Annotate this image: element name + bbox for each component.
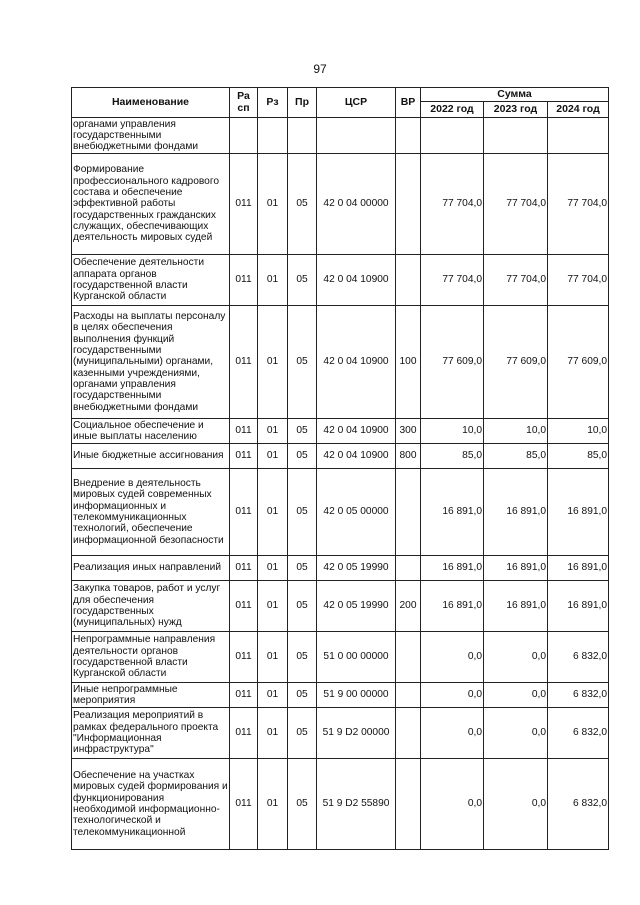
cell-vr bbox=[396, 154, 421, 255]
cell-rz: 01 bbox=[258, 306, 288, 419]
cell-rasp: 011 bbox=[230, 683, 258, 708]
cell-pr: 05 bbox=[288, 556, 317, 581]
header-rz: Рз bbox=[258, 88, 288, 118]
cell-pr: 05 bbox=[288, 708, 317, 759]
table-row bbox=[72, 581, 609, 632]
cell-pr: 05 bbox=[288, 581, 317, 632]
table-row bbox=[72, 444, 609, 469]
cell-name: Формирование профессионального кадрового состава и обеспечение эффективной работы государственных гражданских служащих, обеспечивающих деятельность мировых судей bbox=[72, 154, 230, 255]
header-rasp: Ра сп bbox=[230, 88, 258, 118]
header-2023: 2023 год bbox=[484, 102, 548, 118]
cell-vr: 300 bbox=[396, 419, 421, 444]
table-row bbox=[72, 632, 609, 683]
cell-csr: 51 9 00 00000 bbox=[317, 683, 396, 708]
header-name: Наименование bbox=[72, 88, 230, 118]
cell-pr: 05 bbox=[288, 683, 317, 708]
cell-rz: 01 bbox=[258, 759, 288, 850]
cell-rz: 01 bbox=[258, 708, 288, 759]
cell-vr bbox=[396, 556, 421, 581]
cell-vr bbox=[396, 759, 421, 850]
cell-vr bbox=[396, 118, 421, 154]
budget-table bbox=[71, 87, 609, 850]
cell-name: Расходы на выплаты персоналу в целях обеспечения выполнения функций государственными (муниципальными) органами, казенными учреждениями, органами управления государственными внебюджетными фондами bbox=[72, 306, 230, 419]
table-header bbox=[72, 88, 609, 118]
table-row bbox=[72, 683, 609, 708]
header-csr: ЦСР bbox=[317, 88, 396, 118]
cell-y2023: 0,0 bbox=[484, 708, 548, 759]
cell-csr: 42 0 05 19990 bbox=[317, 556, 396, 581]
cell-y2023 bbox=[484, 118, 548, 154]
cell-y2022: 16 891,0 bbox=[421, 556, 484, 581]
cell-y2022: 85,0 bbox=[421, 444, 484, 469]
header-sum: Сумма bbox=[421, 88, 609, 102]
cell-rz: 01 bbox=[258, 683, 288, 708]
cell-name: Непрограммные направления деятельности органов государственной власти Курганской области bbox=[72, 632, 230, 683]
cell-name: Внедрение в деятельность мировых судей современных информационных и телекоммуникационных технологий, обеспечение информационной безопасности bbox=[72, 469, 230, 556]
cell-vr: 200 bbox=[396, 581, 421, 632]
cell-y2024: 16 891,0 bbox=[548, 469, 609, 556]
cell-csr: 42 0 04 00000 bbox=[317, 154, 396, 255]
cell-pr: 05 bbox=[288, 469, 317, 556]
cell-y2022: 16 891,0 bbox=[421, 581, 484, 632]
cell-rasp: 011 bbox=[230, 469, 258, 556]
cell-pr: 05 bbox=[288, 154, 317, 255]
table-row bbox=[72, 556, 609, 581]
cell-vr bbox=[396, 469, 421, 556]
cell-vr: 800 bbox=[396, 444, 421, 469]
cell-rz: 01 bbox=[258, 581, 288, 632]
cell-y2023: 0,0 bbox=[484, 683, 548, 708]
cell-rasp: 011 bbox=[230, 581, 258, 632]
cell-y2023: 77 704,0 bbox=[484, 255, 548, 306]
table-row bbox=[72, 469, 609, 556]
cell-pr: 05 bbox=[288, 759, 317, 850]
cell-y2023: 16 891,0 bbox=[484, 469, 548, 556]
header-2024: 2024 год bbox=[548, 102, 609, 118]
cell-y2024: 77 704,0 bbox=[548, 255, 609, 306]
cell-y2022: 16 891,0 bbox=[421, 469, 484, 556]
table-body bbox=[72, 118, 609, 850]
cell-rasp: 011 bbox=[230, 708, 258, 759]
cell-rz: 01 bbox=[258, 556, 288, 581]
cell-rasp: 011 bbox=[230, 154, 258, 255]
cell-rz bbox=[258, 118, 288, 154]
table-row bbox=[72, 255, 609, 306]
cell-name: Иные непрограммные мероприятия bbox=[72, 683, 230, 708]
table-row bbox=[72, 118, 609, 154]
cell-y2024: 85,0 bbox=[548, 444, 609, 469]
cell-name: органами управления государственными внебюджетными фондами bbox=[72, 118, 230, 154]
cell-y2022: 10,0 bbox=[421, 419, 484, 444]
cell-y2023: 10,0 bbox=[484, 419, 548, 444]
cell-rasp: 011 bbox=[230, 419, 258, 444]
cell-y2022: 0,0 bbox=[421, 632, 484, 683]
table-row bbox=[72, 759, 609, 850]
cell-vr bbox=[396, 683, 421, 708]
cell-csr: 42 0 04 10900 bbox=[317, 255, 396, 306]
cell-y2024: 16 891,0 bbox=[548, 556, 609, 581]
table-row bbox=[72, 419, 609, 444]
cell-y2023: 16 891,0 bbox=[484, 556, 548, 581]
cell-rz: 01 bbox=[258, 469, 288, 556]
cell-y2023: 77 609,0 bbox=[484, 306, 548, 419]
cell-rz: 01 bbox=[258, 154, 288, 255]
cell-y2024: 6 832,0 bbox=[548, 759, 609, 850]
cell-rasp: 011 bbox=[230, 759, 258, 850]
cell-name: Социальное обеспечение и иные выплаты населению bbox=[72, 419, 230, 444]
cell-y2024: 77 609,0 bbox=[548, 306, 609, 419]
cell-csr: 51 0 00 00000 bbox=[317, 632, 396, 683]
cell-pr: 05 bbox=[288, 255, 317, 306]
cell-y2022 bbox=[421, 118, 484, 154]
cell-y2024: 10,0 bbox=[548, 419, 609, 444]
cell-rasp: 011 bbox=[230, 255, 258, 306]
cell-y2022: 77 704,0 bbox=[421, 154, 484, 255]
cell-rz: 01 bbox=[258, 632, 288, 683]
table-row bbox=[72, 306, 609, 419]
cell-y2022: 0,0 bbox=[421, 683, 484, 708]
header-vr: ВР bbox=[396, 88, 421, 118]
cell-y2024: 77 704,0 bbox=[548, 154, 609, 255]
cell-rasp: 011 bbox=[230, 556, 258, 581]
cell-pr: 05 bbox=[288, 444, 317, 469]
cell-vr: 100 bbox=[396, 306, 421, 419]
cell-vr bbox=[396, 708, 421, 759]
cell-rasp: 011 bbox=[230, 444, 258, 469]
table-row bbox=[72, 154, 609, 255]
cell-pr: 05 bbox=[288, 306, 317, 419]
cell-csr bbox=[317, 118, 396, 154]
header-2022: 2022 год bbox=[421, 102, 484, 118]
cell-rasp bbox=[230, 118, 258, 154]
cell-y2024 bbox=[548, 118, 609, 154]
cell-pr: 05 bbox=[288, 632, 317, 683]
cell-y2023: 16 891,0 bbox=[484, 581, 548, 632]
cell-y2023: 0,0 bbox=[484, 759, 548, 850]
cell-csr: 42 0 05 19990 bbox=[317, 581, 396, 632]
cell-y2024: 6 832,0 bbox=[548, 632, 609, 683]
cell-pr: 05 bbox=[288, 419, 317, 444]
cell-name: Обеспечение деятельности аппарата органов государственной власти Курганской области bbox=[72, 255, 230, 306]
cell-csr: 42 0 04 10900 bbox=[317, 306, 396, 419]
cell-y2023: 0,0 bbox=[484, 632, 548, 683]
cell-y2024: 6 832,0 bbox=[548, 708, 609, 759]
cell-vr bbox=[396, 255, 421, 306]
cell-csr: 51 9 D2 55890 bbox=[317, 759, 396, 850]
cell-y2022: 0,0 bbox=[421, 708, 484, 759]
page-number: 97 bbox=[313, 62, 327, 76]
cell-csr: 42 0 05 00000 bbox=[317, 469, 396, 556]
cell-y2023: 85,0 bbox=[484, 444, 548, 469]
cell-y2022: 77 609,0 bbox=[421, 306, 484, 419]
cell-rz: 01 bbox=[258, 419, 288, 444]
cell-rz: 01 bbox=[258, 444, 288, 469]
cell-y2024: 6 832,0 bbox=[548, 683, 609, 708]
cell-rasp: 011 bbox=[230, 632, 258, 683]
header-pr: Пр bbox=[288, 88, 317, 118]
cell-csr: 42 0 04 10900 bbox=[317, 444, 396, 469]
cell-y2023: 77 704,0 bbox=[484, 154, 548, 255]
table-row bbox=[72, 708, 609, 759]
cell-csr: 51 9 D2 00000 bbox=[317, 708, 396, 759]
cell-pr bbox=[288, 118, 317, 154]
cell-y2024: 16 891,0 bbox=[548, 581, 609, 632]
cell-name: Закупка товаров, работ и услуг для обеспечения государственных (муниципальных) нужд bbox=[72, 581, 230, 632]
cell-name: Обеспечение на участках мировых судей формирования и функционирования необходимой информационно-технологической и телекоммуникационной bbox=[72, 759, 230, 850]
cell-rz: 01 bbox=[258, 255, 288, 306]
cell-name: Реализация мероприятий в рамках федерального проекта "Информационная инфраструктура" bbox=[72, 708, 230, 759]
cell-name: Реализация иных направлений bbox=[72, 556, 230, 581]
cell-rasp: 011 bbox=[230, 306, 258, 419]
cell-vr bbox=[396, 632, 421, 683]
cell-name: Иные бюджетные ассигнования bbox=[72, 444, 230, 469]
cell-csr: 42 0 04 10900 bbox=[317, 419, 396, 444]
cell-y2022: 0,0 bbox=[421, 759, 484, 850]
cell-y2022: 77 704,0 bbox=[421, 255, 484, 306]
